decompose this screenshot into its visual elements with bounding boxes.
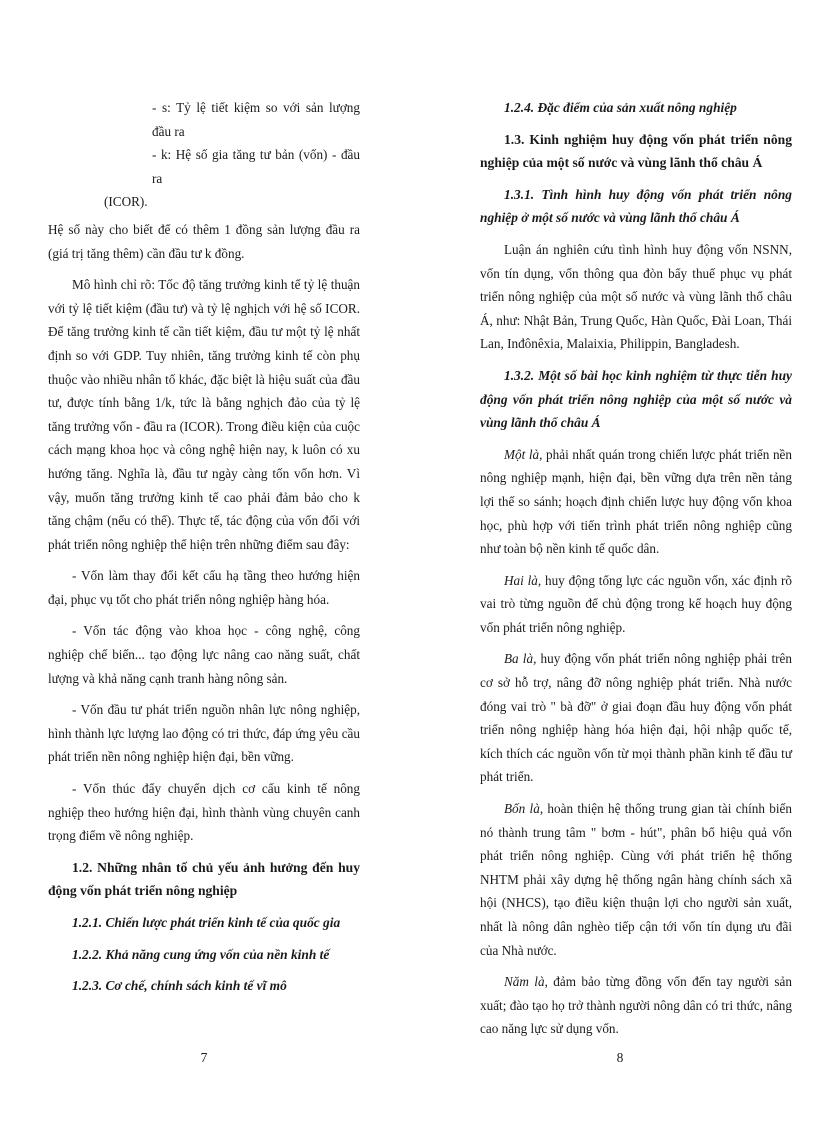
lesson-5 xyxy=(480,970,792,1041)
bullet-human-resources: - Vốn đầu tư phát triển nguồn nhân lực nông nghiệp, hình thành lực lượng lao động có tri thức, đáp ứng yêu cầu phát triển nền nông nghiệp hiện đại, bền vững. xyxy=(48,702,360,765)
page-right xyxy=(408,0,816,1123)
lesson-2 xyxy=(480,569,792,640)
right-column xyxy=(480,96,792,1049)
lesson-lead: Ba là xyxy=(504,651,534,667)
heading-1-2-4: 1.2.4. Đặc điểm của sản xuất nông nghiệp xyxy=(504,100,737,115)
paragraph-research: Luận án nghiên cứu tình hình huy động vốn NSNN, vốn tín dụng, vốn thông qua đòn bẩy thuế phục vụ phát triển nông nghiệp của một số nước và vùng lãnh thổ châu Á, như: Nhật Bản, Trung Quốc, Hàn Quốc, Đài Loan, Thái Lan, Inđônêxia, Malaixia, Philippin, Bangladesh. xyxy=(480,241,792,352)
lesson-lead: Bốn là xyxy=(504,801,540,817)
heading-1-3-2: 1.3.2. Một số bài học kinh nghiệm từ thực tiễn huy động vốn phát triển nông nghiệp của một số nước và vùng lãnh thổ châu Á xyxy=(480,367,792,431)
definition-tail: (ICOR). xyxy=(104,194,148,210)
lesson-lead: Một là xyxy=(504,446,540,462)
left-column xyxy=(48,96,360,1006)
lesson-text: , hoàn thiện hệ thống trung gian tài chính biến nó thành trung tâm " bơm - hút", phân bổ hiệu quả vốn phát triển nông nghiệp. Cùng với phát triển hệ thống NHTM phải xây dựng hệ thống ngân hàng chính sách xã hội (NHCS), tạo điều kiện thuận lợi cho người sản xuất, nhất là nông dân nghèo tiếp cận tới vốn tín dụng ưu đãi của Nhà nước. xyxy=(480,801,792,958)
paragraph-coefficient: Hệ số này cho biết để có thêm 1 đồng sản lượng đầu ra (giá trị tăng thêm) cần đầu tư k đồng. xyxy=(48,221,360,261)
page-number-left: 7 xyxy=(200,1050,208,1065)
definition-list xyxy=(48,96,360,214)
lesson-lead: Hai là xyxy=(504,572,538,588)
lesson-text: , huy động vốn phát triển nông nghiệp phải trên cơ sở hỗ trợ, nâng đỡ nông nghiệp phát triển. Nhà nước đóng vai trò " bà đỡ" ở giai đoạn đầu huy động vốn phát triển nông nghiệp hàng hóa hiện đại, hội nhập quốc tế, kích thích các nguồn vốn từ mọi thành phần kinh tế đầu tư phát triển. xyxy=(480,651,792,785)
lesson-lead: Năm là xyxy=(504,974,545,990)
definition-s: - s: Tỷ lệ tiết kiệm so với sản lượng đầu ra xyxy=(152,100,360,139)
definition-k: - k: Hệ số gia tăng tư bản (vốn) - đầu ra xyxy=(152,147,360,186)
lesson-3 xyxy=(480,647,792,789)
lesson-4 xyxy=(480,797,792,962)
heading-1-3: 1.3. Kinh nghiệm huy động vốn phát triển nông nghiệp của một số nước và vùng lãnh thổ châu Á xyxy=(480,131,792,171)
lesson-text: , huy động tổng lực các nguồn vốn, xác định rõ vai trò từng nguồn để chủ động trong kế hoạch huy động vốn phát triển nông nghiệp. xyxy=(480,572,792,635)
bullet-science: - Vốn tác động vào khoa học - công nghệ, công nghiệp chế biến... tạo động lực nâng cao năng suất, chất lượng và khả năng cạnh tranh hàng nông sản. xyxy=(48,623,360,686)
lesson-text: , đảm bảo từng đồng vốn đến tay người sản xuất; đào tạo họ trở thành người nông dân có tri thức, nâng cao năng lực sử dụng vốn. xyxy=(480,974,793,1037)
heading-1-3-1: 1.3.1. Tình hình huy động vốn phát triển nông nghiệp ở một số nước và vùng lãnh thổ châu Á xyxy=(480,186,792,226)
lesson-1 xyxy=(480,443,792,561)
heading-1-2-1: 1.2.1. Chiến lược phát triển kinh tế của quốc gia xyxy=(72,915,341,930)
heading-1-2: 1.2. Những nhân tố chủ yếu ảnh hưởng đến huy động vốn phát triển nông nghiệp xyxy=(48,859,360,899)
lesson-text: , phải nhất quán trong chiến lược phát triển nền nông nghiệp mạnh, hiện đại, bền vững dựa trên nền tảng lợi thế so sánh; hoạch định chiến lược huy động vốn khoa học, phù hợp với tiến trình phát triển nông nghiệp cũng như toàn bộ nền kinh tế quốc dân. xyxy=(480,446,792,557)
paragraph-model: Mô hình chỉ rõ: Tốc độ tăng trưởng kinh tế tỷ lệ thuận với tỷ lệ tiết kiệm (đầu tư) và tỷ lệ nghịch với hệ số ICOR. Để tăng trưởng kinh tế cần tiết kiệm, đầu tư một tỷ lệ nhất định so với GDP. Tuy nhiên, tăng trưởng kinh tế còn phụ thuộc vào nhiều nhân tố khác, đặc biệt là hiệu suất của đầu tư, được tính bằng 1/k, tức là bằng nghịch đảo của tỷ lệ tăng trưởng vốn - đầu ra (ICOR). Trong điều kiện của cuộc cách mạng khoa học và công nghệ hiện nay, k luôn có xu hướng tăng. Nghĩa là, đầu tư ngày càng tốn vốn hơn. Vì vậy, muốn tăng trưởng kinh tế cao phải đảm bảo cho k tăng chậm (nếu có thể). Thực tế, tác động của vốn đối với phát triển nông nghiệp thể hiện trên những điểm sau đây: xyxy=(48,277,360,552)
bullet-restructuring: - Vốn thúc đẩy chuyển dịch cơ cấu kinh tế nông nghiệp theo hướng hiện đại, hình thành vùng chuyên canh trọng điểm về nông nghiệp. xyxy=(48,781,360,844)
bullet-infrastructure: - Vốn làm thay đổi kết cấu hạ tầng theo hướng hiện đại, phục vụ tốt cho phát triển nông nghiệp hàng hóa. xyxy=(48,568,360,607)
heading-1-2-3: 1.2.3. Cơ chế, chính sách kinh tế vĩ mô xyxy=(72,978,287,994)
page-number-right: 8 xyxy=(616,1050,624,1065)
heading-1-2-2: 1.2.2. Khả năng cung ứng vốn của nền kinh tế xyxy=(72,946,330,962)
